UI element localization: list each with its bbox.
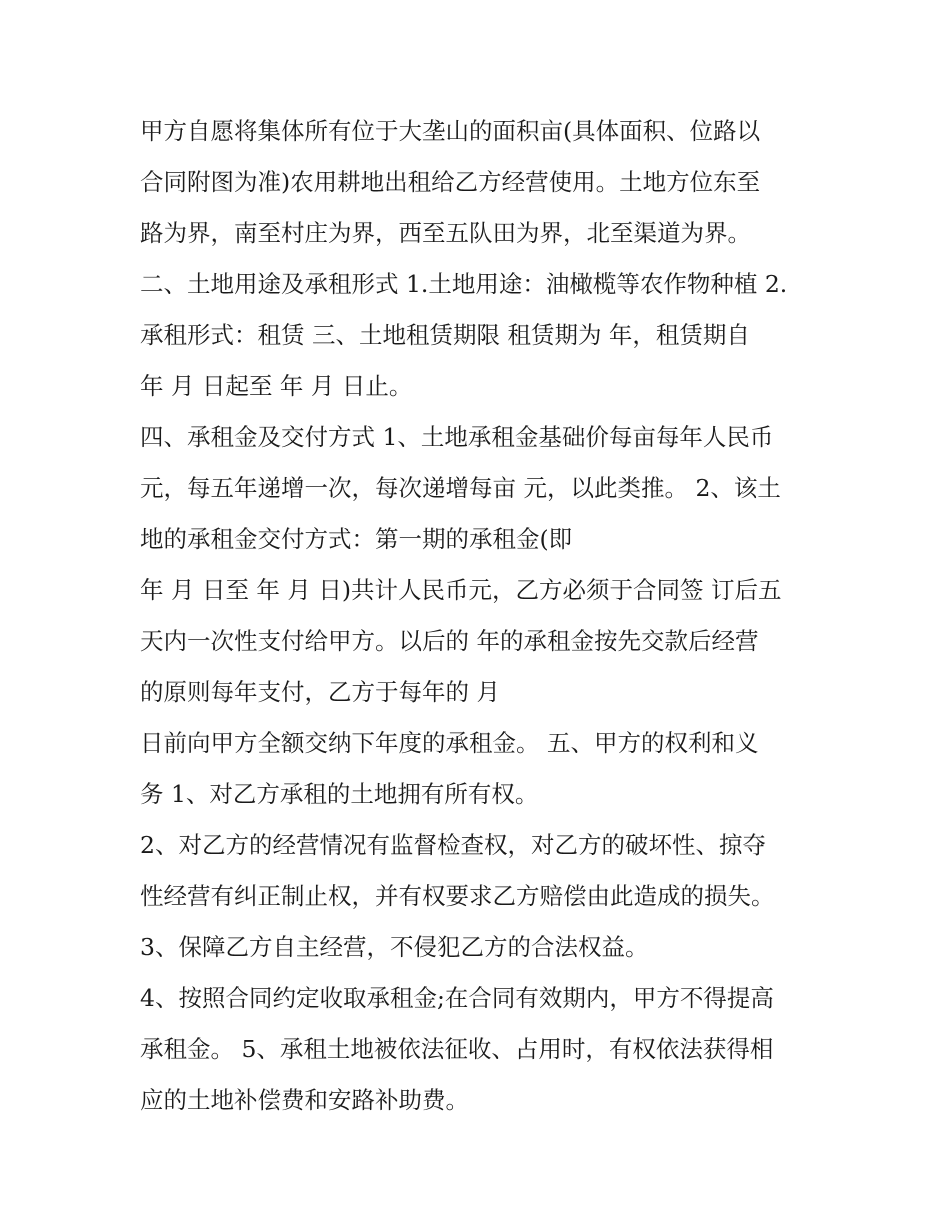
text-line: 3、保障乙方自主经营，不侵犯乙方的合法权益。 <box>140 933 649 961</box>
text-line: 天内一次性支付给甲方。以后的 年的承租金按先交款后经营 <box>140 627 759 655</box>
text-line: 2、对乙方的经营情况有监督检查权，对乙方的破坏性、掠夺 <box>140 831 766 859</box>
text-line: 承租形式：租赁 三、土地租赁期限 租赁期为 年，租赁期自 <box>140 321 750 349</box>
text-line: 年 月 日起至 年 月 日止。 <box>140 372 413 400</box>
text-line: 承租金。 5、承租土地被依法征收、占用时，有权依法获得相 <box>140 1035 774 1063</box>
text-line: 的原则每年支付，乙方于每年的 月 <box>140 678 500 706</box>
text-line: 元，每五年递增一次，每次递增每亩 元，以此类推。 2、该土 <box>140 474 781 502</box>
text-line: 二、土地用途及承租形式 1.土地用途：油橄榄等农作物种植 2. <box>140 270 788 298</box>
text-line: 日前向甲方全额交纳下年度的承租金。 五、甲方的权利和义 <box>140 729 759 757</box>
text-line: 应的土地补偿费和安路补助费。 <box>140 1086 469 1114</box>
text-line: 地的承租金交付方式：第一期的承租金(即 <box>140 525 573 553</box>
text-line: 路为界，南至村庄为界，西至五队田为界，北至渠道为界。 <box>140 219 751 247</box>
text-line: 4、按照合同约定收取承租金;在合同有效期内，甲方不得提高 <box>140 984 774 1012</box>
text-line: 性经营有纠正制止权，并有权要求乙方赔偿由此造成的损失。 <box>140 882 775 910</box>
text-line: 务 1、对乙方承租的土地拥有所有权。 <box>140 780 539 808</box>
text-line: 合同附图为准)农用耕地出租给乙方经营使用。土地方位东至 <box>140 168 761 196</box>
document-body <box>140 106 830 1126</box>
text-line: 四、承租金及交付方式 1、土地承租金基础价每亩每年人民币 <box>140 423 774 451</box>
text-line: 年 月 日至 年 月 日)共计人民币元，乙方必须于合同签 订后五 <box>140 576 782 604</box>
text-line: 甲方自愿将集体所有位于大垄山的面积亩(具体面积、位路以 <box>140 117 761 145</box>
